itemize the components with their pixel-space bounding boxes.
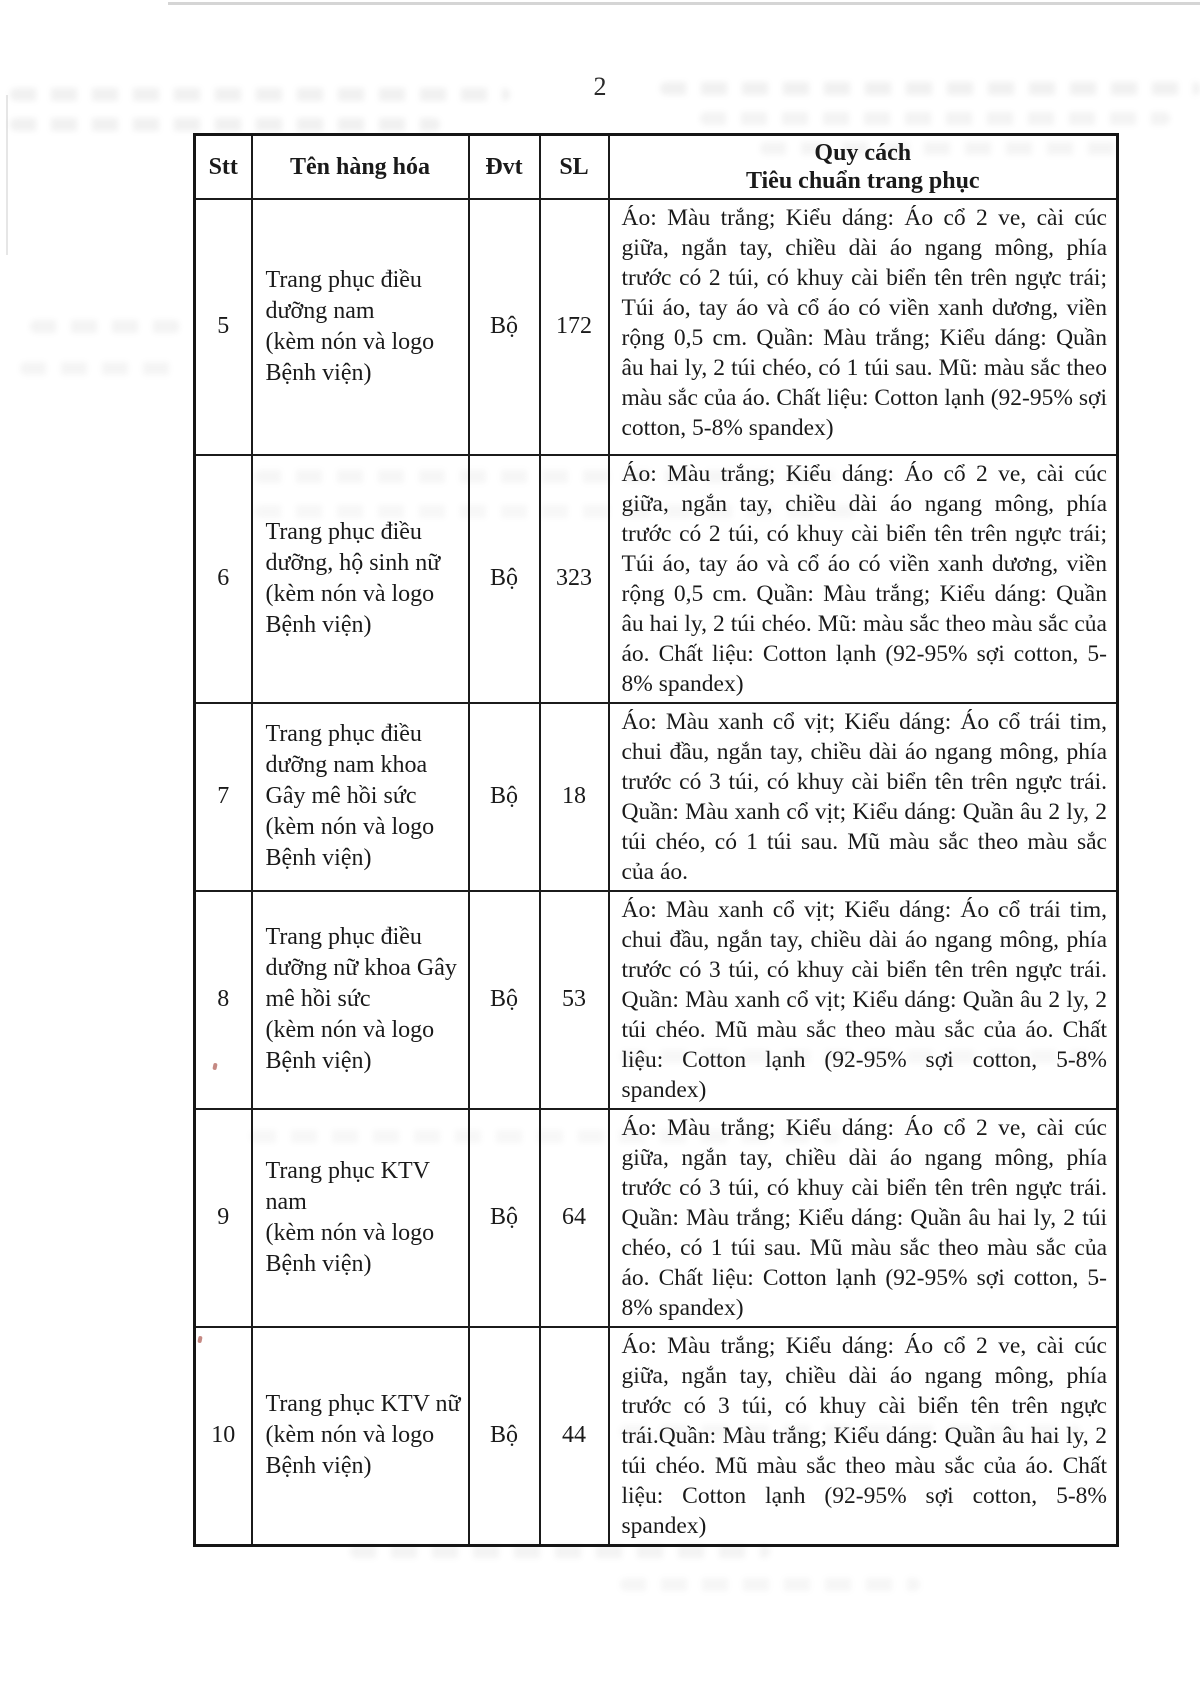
header-spec-line2: Tiêu chuẩn trang phục [745,167,980,194]
row-spec: Áo: Màu trắng; Kiểu dáng: Áo cổ 2 ve, cài cúc giữa, ngắn tay, chiều dài áo ngang mông, phía trước có 2 túi, có khuy cài biển tên trên ngực trái; Túi áo, tay áo và cổ áo có viền xanh dương, viền rộng 0,5 cm. Quần: Màu trắng; Kiểu dáng: Quần âu hai ly, 2 túi chéo. Mũ: màu sắc theo màu sắc của áo. Chất liệu: Cotton lạnh (92-95% sợi cotton, 5-8% spandex) [609,455,1118,703]
row-name [252,455,469,703]
table-header-row [195,135,1118,199]
row-name [252,199,469,455]
row-unit: Bộ [469,1327,540,1546]
row-name-paren: (kèm nón và logo Bệnh viện) [265,814,435,871]
row-qty: 64 [540,1109,609,1327]
page-number: 2 [593,72,607,101]
row-spec: Áo: Màu trắng; Kiểu dáng: Áo cổ 2 ve, cài cúc giữa, ngắn tay, chiều dài áo ngang mông, phía trước có 2 túi, có khuy cài biển tên trên ngực trái; Túi áo, tay áo và cổ áo có viền xanh dương, viền rộng 0,5 cm. Quần: Màu trắng; Kiểu dáng: Quần âu hai ly, 2 túi chéo, có 1 túi sau. Mũ: màu sắc theo màu sắc của áo. Chất liệu: Cotton lạnh (92-95% sợi cotton, 5-8% spandex) [609,199,1118,455]
row-name-main: Trang phục điều dưỡng nữ khoa Gây mê hồi sức [265,924,457,1012]
row-name [252,703,469,891]
row-name [252,1109,469,1327]
bleed-through-artifact [30,320,180,333]
table-row [195,199,1118,455]
row-name [252,1327,469,1546]
row-name [252,891,469,1109]
row-name-paren: (kèm nón và logo Bệnh viện) [265,1422,435,1479]
row-spec: Áo: Màu xanh cổ vịt; Kiểu dáng: Áo cổ trái tim, chui đầu, ngắn tay, chiều dài áo ngang mông, phía trước có 3 túi, có khuy cài biển tên trên ngực trái. Quần: Màu xanh cổ vịt; Kiểu dáng: Quần âu 2 ly, 2 túi chéo, có 1 túi sau. Mũ màu sắc theo màu sắc của áo. [609,703,1118,891]
row-qty: 18 [540,703,609,891]
bleed-through-artifact [350,1545,770,1558]
row-stt: 7 [195,703,252,891]
row-spec: Áo: Màu trắng; Kiểu dáng: Áo cổ 2 ve, cài cúc giữa, ngắn tay, chiều dài áo ngang mông, phía trước có 3 túi, có khuy cài biển tên trên ngực trái.Quần: Màu trắng; Kiểu dáng: Quần âu hai ly, 2 túi chéo. Mũ màu sắc theo màu sắc của áo. Chất liệu: Cotton lạnh (92-95% sợi cotton, 5-8% spandex) [609,1327,1118,1546]
bleed-through-artifact [620,1578,920,1591]
row-unit: Bộ [469,891,540,1109]
header-qty: SL [540,135,609,199]
bleed-through-artifact [700,112,1170,125]
header-stt: Stt [195,135,252,199]
row-name-main: Trang phục điều dưỡng nam [265,266,422,324]
row-stt: 10 [195,1327,252,1546]
bleed-through-artifact [20,362,180,375]
row-name-paren: (kèm nón và logo Bệnh viện) [265,580,435,638]
row-name-main: Trang phục KTV nữ [265,1391,461,1417]
row-unit: Bộ [469,1109,540,1327]
row-stt: 5 [195,199,252,455]
table-row [195,455,1118,703]
row-qty: 53 [540,891,609,1109]
table-row [195,891,1118,1109]
row-name-main: Trang phục điều dưỡng nam khoa Gây mê hồi sức [265,721,428,809]
row-qty: 44 [540,1327,609,1546]
header-spec-line1: Quy cách [814,139,912,166]
table-row [195,1109,1118,1327]
row-unit: Bộ [469,199,540,455]
row-name-paren: (kèm nón và logo Bệnh viện) [265,1017,435,1074]
table-row [195,703,1118,891]
scan-edge-mark [6,95,8,255]
table-row [195,1327,1118,1546]
row-spec: Áo: Màu xanh cổ vịt; Kiểu dáng: Áo cổ trái tim, chui đầu, ngắn tay, chiều dài áo ngang mông, phía trước có 3 túi, có khuy cài biển tên trên ngực trái. Quần: Màu xanh cổ vịt; Kiểu dáng: Quần âu 2 ly, 2 túi chéo. Mũ màu sắc theo màu sắc của áo. Chất liệu: Cotton lạnh (92-95% sợi cotton, 5-8% spandex) [609,891,1118,1109]
row-stt: 6 [195,455,252,703]
row-unit: Bộ [469,703,540,891]
row-qty: 172 [540,199,609,455]
bleed-through-artifact [10,118,440,131]
row-name-paren: (kèm nón và logo Bệnh viện) [265,328,435,386]
row-name-main: Trang phục điều dưỡng, hộ sinh nữ [265,518,441,576]
row-spec: Áo: Màu trắng; Kiểu dáng: Áo cổ 2 ve, cài cúc giữa, ngắn tay, chiều dài áo ngang mông, phía trước có 3 túi, có khuy cài biển tên trên ngực trái. Quần: Màu trắng; Kiểu dáng: Quần âu hai ly, 2 túi chéo, có 1 túi sau. Mũ màu sắc theo màu sắc của áo. Chất liệu: Cotton lạnh (92-95% sợi cotton, 5-8% spandex) [609,1109,1118,1327]
row-name-main: Trang phục KTV nam [265,1157,430,1215]
row-name-paren: (kèm nón và logo Bệnh viện) [265,1219,435,1277]
header-spec [609,135,1118,199]
row-unit: Bộ [469,455,540,703]
row-stt: 9 [195,1109,252,1327]
row-stt: 8 [195,891,252,1109]
header-name: Tên hàng hóa [252,135,469,199]
scan-edge-line [168,2,1200,5]
header-unit: Đvt [469,135,540,199]
row-qty: 323 [540,455,609,703]
items-table [193,133,1119,1547]
